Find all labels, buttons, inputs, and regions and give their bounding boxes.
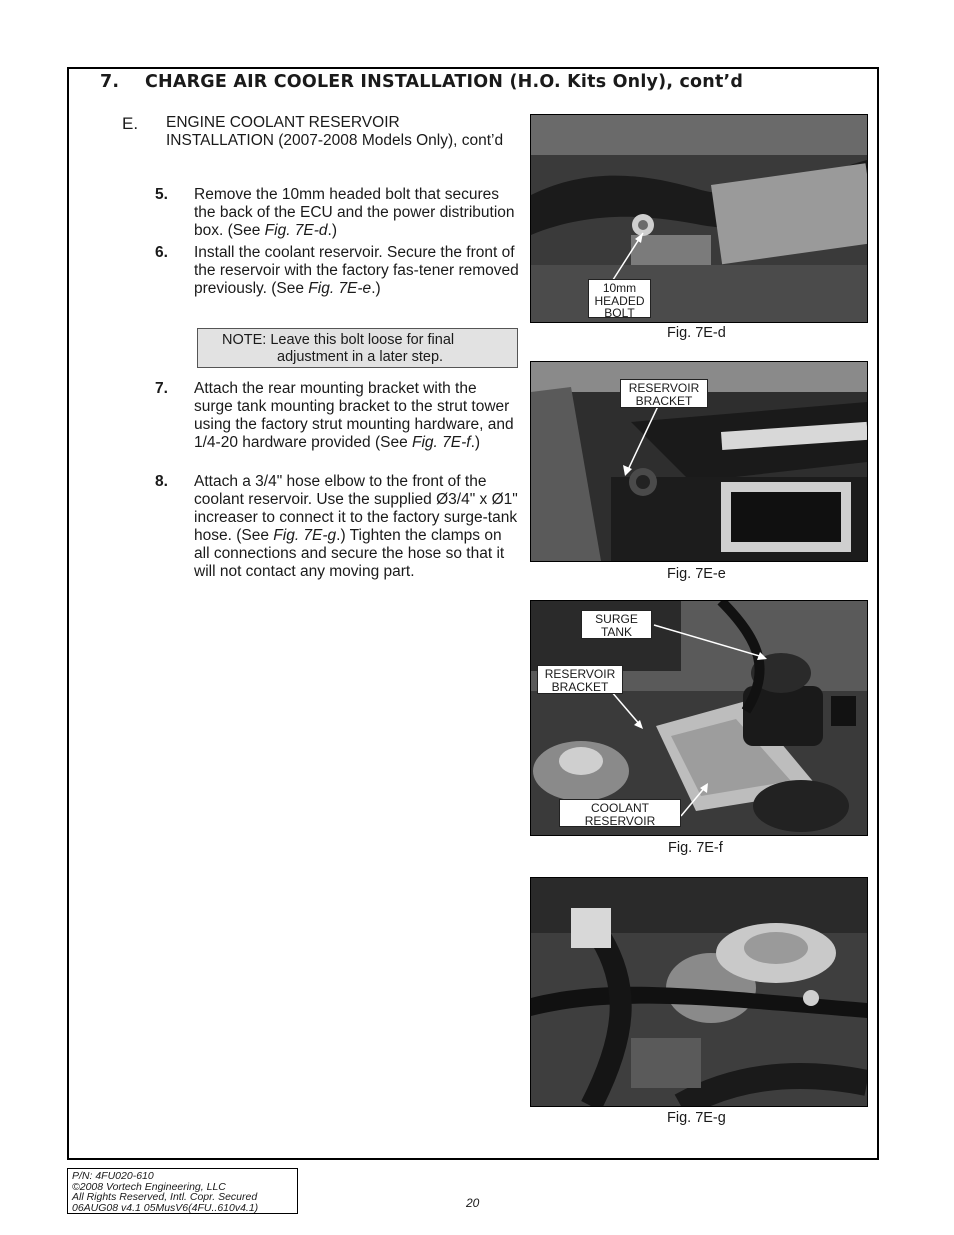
note-line-1: NOTE: Leave this bolt loose for final [222, 332, 455, 348]
figure-7e-d-photo [530, 114, 868, 323]
footer-rights: All Rights Reserved, Intl. Copr. Secured [72, 1191, 258, 1203]
step-number: 8. [155, 473, 168, 490]
note-line-2: adjustment in a later step. [277, 349, 444, 365]
figure-reference: Fig. 7E-d [264, 222, 328, 239]
step-text: Attach the rear mounting bracket with the surge tank mounting bracket to the strut tower using the factory strut mounting hardware, and 1/4-20 hardware provided (See Fig. 7E-f.) [194, 380, 514, 451]
subsection-title: ENGINE COOLANT RESERVOIR INSTALLATION (2007-2008 Models Only), cont’d [166, 114, 504, 149]
step-text: Remove the 10mm headed bolt that secures the back of the ECU and the power distribution box. (See Fig. 7E-d.) [194, 186, 515, 239]
section-number: 7. [100, 72, 120, 92]
footer-copyright: ©2008 Vortech Engineering, LLC [72, 1180, 226, 1193]
figure-caption: Fig. 7E-d [667, 325, 726, 341]
figure-reference: Fig. 7E-e [308, 280, 372, 297]
step-text: Install the coolant reservoir. Secure the front of the reservoir with the factory fas-tener removed previously. (See Fig. 7E-e.) [194, 244, 519, 297]
step-number: 5. [155, 186, 168, 203]
section-heading [100, 72, 743, 92]
page-number: 20 [466, 1196, 480, 1210]
footer-version: 06AUG08 v4.1 05MusV6(4FU..610v4.1) [72, 1201, 259, 1214]
callout-surge-tank: SURGE TANK [581, 610, 652, 639]
step-text: Attach a 3/4" hose elbow to the front of the coolant reservoir. Use the supplied Ø3/4" x Ø1" increaser to connect it to the factory surge-tank hose. (See Fig. 7E-g.) Tighten the clamps on all connections and secure the hose so that it will not contact any moving part. [194, 473, 518, 580]
figure-caption: Fig. 7E-f [668, 840, 723, 856]
subsection-letter: E. [122, 114, 139, 133]
step-number: 7. [155, 380, 168, 397]
footer-part-number: P/N: 4FU020-610 [72, 1170, 154, 1182]
footer-info-box [67, 1168, 298, 1214]
callout-reservoir-bracket: RESERVOIR BRACKET [537, 665, 623, 694]
figure-reference: Fig. 7E-g [273, 527, 337, 544]
callout-coolant-reservoir: COOLANT RESERVOIR [559, 799, 681, 827]
figure-reference: Fig. 7E-f [412, 434, 471, 451]
callout-10mm-headed-bolt: 10mm HEADED BOLT [588, 279, 651, 318]
section-title: CHARGE AIR COOLER INSTALLATION (H.O. Kits Only), cont’d [145, 72, 744, 92]
note-box [197, 328, 518, 368]
step-number: 6. [155, 244, 168, 261]
callout-reservoir-bracket: RESERVOIR BRACKET [620, 379, 708, 408]
figure-caption: Fig. 7E-g [667, 1110, 726, 1126]
figure-caption: Fig. 7E-e [667, 566, 726, 582]
figure-7e-g-photo [530, 877, 868, 1107]
